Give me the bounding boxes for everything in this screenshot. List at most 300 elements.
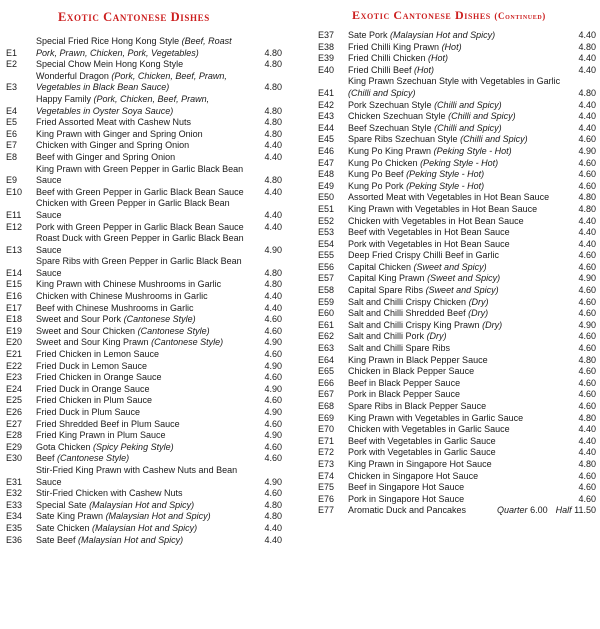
item-note: (Cantonese Style) xyxy=(137,325,210,336)
menu-item xyxy=(318,447,596,459)
item-price: 4.80 xyxy=(264,175,282,186)
item-code: E38 xyxy=(318,41,335,52)
item-name: Chicken with Green Pepper in Garlic Black Bean Sauce xyxy=(36,198,230,220)
menu-item xyxy=(318,424,596,436)
item-description xyxy=(36,187,252,199)
item-name: Stir-Fried King Prawn with Cashew Nuts and Bean Sauce xyxy=(36,464,238,487)
menu-item xyxy=(318,343,596,355)
item-note: (Pork, Chicken, Beef, Prawn, Vegetables in Black Bean Sauce) xyxy=(36,70,227,93)
item-code: E58 xyxy=(318,285,335,296)
item-note: (Sweet and Spicy) xyxy=(427,273,501,284)
item-price: 4.40 xyxy=(578,122,596,133)
item-code: E72 xyxy=(318,447,335,458)
menu-item xyxy=(318,459,596,471)
item-note: (Pork, Chicken, Beef, Prawn, Vegetables in Oyster Soya Sauce) xyxy=(36,93,210,116)
item-code: E76 xyxy=(318,493,335,504)
item-price: 4.60 xyxy=(578,331,596,342)
item-description xyxy=(36,349,252,361)
item-code: E13 xyxy=(6,244,23,255)
item-price: 4.40 xyxy=(578,53,596,64)
item-name: Pork with Green Pepper in Garlic Black Bean Sauce xyxy=(36,221,244,232)
item-name: Fried Duck in Plum Sauce xyxy=(36,407,141,417)
item-description xyxy=(348,111,566,123)
item-code: E63 xyxy=(318,343,335,354)
item-name: Capital Spare Ribs xyxy=(348,285,424,296)
item-description xyxy=(348,401,566,413)
item-name: Gota Chicken xyxy=(36,441,91,452)
item-code: E17 xyxy=(6,302,23,313)
menu-item xyxy=(318,401,596,413)
item-code: E65 xyxy=(318,366,335,377)
item-price: 4.80 xyxy=(578,412,596,423)
item-code: E4 xyxy=(6,105,18,116)
item-price: 4.40 xyxy=(264,209,282,220)
item-description xyxy=(36,198,252,221)
item-description xyxy=(348,378,566,390)
item-note: (Peking Style - Hot) xyxy=(406,180,485,191)
menu-item xyxy=(6,326,282,338)
item-code: E32 xyxy=(6,488,23,499)
item-price: 4.60 xyxy=(578,296,596,307)
item-name: Sate Chicken xyxy=(36,522,90,533)
menu-item xyxy=(6,36,282,59)
item-price: 4.60 xyxy=(578,482,596,493)
menu-item xyxy=(318,366,596,378)
item-name: Beef xyxy=(36,453,55,464)
item-code: E16 xyxy=(6,291,23,302)
item-price: 4.80 xyxy=(264,279,282,290)
menu-item xyxy=(6,198,282,221)
menu-item xyxy=(6,59,282,71)
item-code: E48 xyxy=(318,169,335,180)
menu-item xyxy=(318,134,596,146)
item-note: (Peking Style - Hot) xyxy=(406,169,485,180)
item-price: 4.80 xyxy=(264,105,282,116)
menu-item xyxy=(318,482,596,494)
item-note: (Dry) xyxy=(482,319,503,330)
item-description xyxy=(348,181,566,193)
item-code: E49 xyxy=(318,180,335,191)
item-description xyxy=(36,140,252,152)
item-name: Chicken in Singapore Hot Sauce xyxy=(348,470,479,481)
item-description xyxy=(348,100,566,112)
menu-item xyxy=(318,216,596,228)
item-name: Pork with Vegetables in Garlic Sauce xyxy=(348,447,496,458)
section-heading: Exotic Cantonese Dishes xyxy=(58,10,210,24)
price-value: 11.50 xyxy=(574,505,596,516)
item-description xyxy=(36,59,252,71)
item-name: Kung Po Beef xyxy=(348,169,404,180)
item-price: 4.90 xyxy=(264,337,282,348)
item-price: 4.40 xyxy=(264,534,282,545)
item-price: 4.80 xyxy=(264,267,282,278)
menu-item xyxy=(318,285,596,297)
menu-item xyxy=(318,192,596,204)
item-price: 4.60 xyxy=(578,134,596,145)
menu-item xyxy=(6,337,282,349)
menu-item xyxy=(6,384,282,396)
item-description xyxy=(348,250,566,262)
item-price: 4.80 xyxy=(264,511,282,522)
item-price: 4.40 xyxy=(578,64,596,75)
item-name: Capital Chicken xyxy=(348,261,412,272)
item-name: Aromatic Duck and Pancakes xyxy=(348,505,467,516)
menu-item xyxy=(6,117,282,129)
menu-item xyxy=(6,140,282,152)
item-price: 4.80 xyxy=(264,47,282,58)
item-description xyxy=(348,494,566,506)
item-description xyxy=(36,291,252,303)
item-code: E21 xyxy=(6,349,23,360)
item-description xyxy=(36,303,252,315)
item-price: 4.80 xyxy=(578,203,596,214)
menu-list-left xyxy=(6,36,282,546)
item-price: 4.60 xyxy=(264,349,282,360)
item-name: Fried Chilli Beef xyxy=(348,64,412,75)
item-price: 4.90 xyxy=(264,383,282,394)
item-description xyxy=(348,123,566,135)
item-price: 4.60 xyxy=(264,325,282,336)
menu-item xyxy=(318,413,596,425)
item-description xyxy=(348,227,566,239)
item-note: (Spicy Peking Style) xyxy=(93,441,174,452)
menu-item xyxy=(6,442,282,454)
item-description xyxy=(36,500,252,512)
item-description xyxy=(36,523,252,535)
item-description xyxy=(348,471,566,483)
item-note: (Chilli and Spicy) xyxy=(348,87,416,98)
item-description xyxy=(36,314,252,326)
item-description xyxy=(348,42,566,54)
item-price: 4.40 xyxy=(578,30,596,40)
item-price: 4.40 xyxy=(264,140,282,151)
menu-item xyxy=(318,297,596,309)
item-description xyxy=(36,511,252,523)
item-price: 4.60 xyxy=(578,261,596,272)
item-name: Fried Assorted Meat with Cashew Nuts xyxy=(36,117,192,128)
item-description xyxy=(36,326,252,338)
item-code: E11 xyxy=(6,209,22,220)
item-note: (Malaysian Hot and Spicy) xyxy=(78,534,184,545)
menu-item xyxy=(6,222,282,234)
item-price: 4.80 xyxy=(578,458,596,469)
item-description xyxy=(348,76,566,99)
item-name: Salt and Chilli Pork xyxy=(348,331,425,342)
item-note: (Chilli and Spicy) xyxy=(434,99,502,110)
item-name: King Prawn Szechuan Style with Vegetables in Garlic xyxy=(348,76,561,87)
menu-item xyxy=(6,303,282,315)
item-note: (Malaysian Hot and Spicy) xyxy=(92,522,198,533)
item-code: E62 xyxy=(318,331,335,342)
section-heading-suffix: (Continued) xyxy=(494,11,546,21)
item-note: (Dry) xyxy=(468,296,489,307)
item-code: E45 xyxy=(318,134,335,145)
item-name: Fried Chicken in Lemon Sauce xyxy=(36,349,160,360)
menu-list-right xyxy=(318,30,596,517)
menu-item xyxy=(318,378,596,390)
item-code: E28 xyxy=(6,430,23,441)
item-code: E50 xyxy=(318,192,335,203)
menu-item xyxy=(318,53,596,65)
item-code: E20 xyxy=(6,337,23,348)
item-price: 4.40 xyxy=(264,186,282,197)
item-price: 4.90 xyxy=(578,273,596,284)
item-price: 4.60 xyxy=(264,453,282,464)
item-price: 4.60 xyxy=(264,395,282,406)
menu-item xyxy=(318,123,596,135)
item-price: 4.40 xyxy=(264,151,282,162)
item-price: 4.40 xyxy=(264,302,282,313)
item-description xyxy=(348,262,566,274)
item-description xyxy=(36,407,252,419)
section-heading-text: Exotic Cantonese Dishes xyxy=(352,8,491,22)
item-code: E3 xyxy=(6,82,18,93)
item-description xyxy=(348,482,566,494)
item-name: Beef with Chinese Mushrooms in Garlic xyxy=(36,302,194,313)
item-code: E69 xyxy=(318,412,335,423)
item-description xyxy=(348,134,566,146)
menu-item xyxy=(6,465,282,488)
menu-item xyxy=(6,187,282,199)
item-price: 4.40 xyxy=(264,522,282,533)
item-note: (Hot) xyxy=(414,64,435,75)
menu-item xyxy=(6,233,282,256)
menu-item xyxy=(6,453,282,465)
menu-item xyxy=(6,535,282,547)
item-code: E15 xyxy=(6,279,23,290)
item-name: King Prawn in Black Pepper Sauce xyxy=(348,354,488,365)
item-name: Special Chow Mein Hong Kong Style xyxy=(36,59,184,70)
item-price: 4.60 xyxy=(264,418,282,429)
item-name: Beef in Black Pepper Sauce xyxy=(348,377,461,388)
item-code: E26 xyxy=(6,407,23,417)
item-description xyxy=(348,239,566,251)
item-code: E5 xyxy=(6,117,18,128)
item-name: Chicken Szechuan Style xyxy=(348,111,446,122)
menu-item xyxy=(318,30,596,42)
item-price: 4.80 xyxy=(578,192,596,203)
item-price: 4.80 xyxy=(578,41,596,52)
item-code: E74 xyxy=(318,470,335,481)
item-note: (Malaysian Hot and Spicy) xyxy=(89,499,195,510)
item-note: (Cantonese Style) xyxy=(151,337,224,348)
menu-item xyxy=(6,129,282,141)
item-description xyxy=(36,279,252,291)
item-description xyxy=(348,389,566,401)
menu-item xyxy=(6,488,282,500)
menu-item xyxy=(318,389,596,401)
item-code: E18 xyxy=(6,314,23,325)
item-code: E75 xyxy=(318,482,335,493)
item-price: 4.40 xyxy=(578,447,596,458)
menu-item xyxy=(318,181,596,193)
item-code: E33 xyxy=(6,499,23,510)
menu-item xyxy=(6,407,282,419)
item-name: Salt and Chilli Shredded Beef xyxy=(348,308,466,319)
menu-item xyxy=(318,158,596,170)
item-name: Fried Chicken in Orange Sauce xyxy=(36,372,162,383)
item-prices xyxy=(497,505,596,517)
menu-item xyxy=(318,262,596,274)
item-note: (Dry) xyxy=(468,308,489,319)
item-code: E12 xyxy=(6,221,23,232)
item-name: Fried Duck in Orange Sauce xyxy=(36,383,150,394)
item-description xyxy=(348,216,566,228)
item-description xyxy=(348,320,566,332)
item-price: 4.60 xyxy=(578,389,596,400)
item-description xyxy=(36,256,252,279)
item-description xyxy=(36,453,252,465)
item-note: (Chilli and Spicy) xyxy=(448,111,516,122)
item-price: 4.60 xyxy=(578,366,596,377)
item-name: Assorted Meat with Vegetables in Hot Bean Sauce xyxy=(348,192,550,203)
item-code: E44 xyxy=(318,122,335,133)
item-code: E24 xyxy=(6,383,23,394)
item-description xyxy=(348,366,566,378)
item-name: Spare Ribs Szechuan Style xyxy=(348,134,458,145)
item-code: E51 xyxy=(318,203,335,214)
item-code: E77 xyxy=(318,505,335,516)
item-code: E1 xyxy=(6,47,18,58)
menu-item xyxy=(318,320,596,332)
item-description xyxy=(348,413,566,425)
item-code: E37 xyxy=(318,30,335,40)
item-code: E73 xyxy=(318,458,335,469)
menu-item xyxy=(318,111,596,123)
item-name: Wonderful Dragon xyxy=(36,70,109,81)
menu-item xyxy=(6,94,282,117)
menu-item xyxy=(6,419,282,431)
item-price: 4.60 xyxy=(578,169,596,180)
item-description xyxy=(348,343,566,355)
item-price: 4.60 xyxy=(578,470,596,481)
item-code: E10 xyxy=(6,186,23,197)
item-name: Salt and Chilli Crispy Chicken xyxy=(348,296,467,307)
item-name: Roast Duck with Green Pepper in Garlic Black Bean Sauce xyxy=(36,233,244,255)
item-name: Sweet and Sour King Prawn xyxy=(36,337,149,348)
item-description xyxy=(36,71,252,94)
item-price: 4.40 xyxy=(578,435,596,446)
item-price: 4.80 xyxy=(264,117,282,128)
item-price: 4.90 xyxy=(264,244,282,255)
item-name: Beef with Vegetables in Garlic Sauce xyxy=(348,435,496,446)
item-name: Salt and Chilli Spare Ribs xyxy=(348,343,451,354)
item-description xyxy=(348,447,566,459)
menu-item xyxy=(6,256,282,279)
item-price: 4.60 xyxy=(264,372,282,383)
menu-item xyxy=(318,436,596,448)
item-code: E52 xyxy=(318,215,335,226)
item-name: Fried Duck in Lemon Sauce xyxy=(36,360,148,371)
item-code: E61 xyxy=(318,319,335,330)
item-code: E8 xyxy=(6,151,18,162)
item-name: Sate Pork xyxy=(348,30,388,40)
item-name: Happy Family xyxy=(36,93,92,104)
item-note: (Beef, Roast Pork, Prawn, Chicken, Pork, Vegetables) xyxy=(36,36,232,58)
item-description xyxy=(36,465,252,488)
item-code: E6 xyxy=(6,128,18,139)
item-note: (Cantonese Style) xyxy=(57,453,130,464)
menu-item xyxy=(6,523,282,535)
item-price: 4.60 xyxy=(578,180,596,191)
item-name: Fried Chilli King Prawn xyxy=(348,41,440,52)
item-code: E25 xyxy=(6,395,23,406)
item-name: Chicken with Ginger and Spring Onion xyxy=(36,140,190,151)
item-description xyxy=(36,384,252,396)
item-description xyxy=(348,297,566,309)
item-name: Pork with Vegetables in Hot Bean Sauce xyxy=(348,238,510,249)
item-name: Beef with Ginger and Spring Onion xyxy=(36,151,176,162)
menu-item xyxy=(6,361,282,373)
item-price: 4.80 xyxy=(264,59,282,70)
item-price: 4.40 xyxy=(578,215,596,226)
item-description xyxy=(348,169,566,181)
menu-item xyxy=(318,494,596,506)
item-code: E42 xyxy=(318,99,335,110)
item-description xyxy=(348,192,566,204)
item-note: (Hot) xyxy=(428,53,449,64)
item-code: E9 xyxy=(6,175,18,186)
item-code: E59 xyxy=(318,296,335,307)
item-code: E30 xyxy=(6,453,23,464)
item-price: 4.40 xyxy=(264,291,282,302)
item-description xyxy=(36,395,252,407)
menu-item xyxy=(318,355,596,367)
item-name: Beef with Green Pepper in Garlic Black Bean Sauce xyxy=(36,186,244,197)
item-name: Chicken with Vegetables in Hot Bean Sauce xyxy=(348,215,524,226)
item-name: Beef with Vegetables in Hot Bean Sauce xyxy=(348,227,510,238)
item-description xyxy=(36,117,252,129)
item-description xyxy=(36,222,252,234)
item-price: 4.90 xyxy=(264,476,282,487)
item-price: 4.60 xyxy=(578,377,596,388)
item-name: Pork in Black Pepper Sauce xyxy=(348,389,461,400)
item-description xyxy=(36,94,252,117)
item-code: E71 xyxy=(318,435,335,446)
item-price: 4.80 xyxy=(578,87,596,98)
item-name: Kung Po King Prawn xyxy=(348,145,432,156)
item-name: Spare Ribs with Green Pepper in Garlic Black Bean Sauce xyxy=(36,256,242,278)
item-note: (Malaysian Hot and Spicy) xyxy=(390,30,496,40)
item-name: King Prawn with Green Pepper in Garlic Black Bean Sauce xyxy=(36,163,244,186)
item-name: Sate Beef xyxy=(36,534,76,545)
item-name: Beef in Singapore Hot Sauce xyxy=(348,482,465,493)
item-description xyxy=(36,152,252,164)
menu-item xyxy=(318,76,596,99)
item-name: Sate King Prawn xyxy=(36,511,104,522)
item-code: E34 xyxy=(6,511,23,522)
menu-item xyxy=(318,239,596,251)
menu-item xyxy=(6,291,282,303)
item-name: Fried Chilli Chicken xyxy=(348,53,426,64)
item-note: (Chilli and Spicy) xyxy=(460,134,528,145)
item-name: Special Fried Rice Hong Kong Style xyxy=(36,36,180,46)
item-code: E43 xyxy=(318,111,335,122)
item-code: E60 xyxy=(318,308,335,319)
item-price: 4.90 xyxy=(578,319,596,330)
item-name: Fried Shredded Beef in Plum Sauce xyxy=(36,418,180,429)
item-name: Special Sate xyxy=(36,499,87,510)
menu-item xyxy=(6,71,282,94)
item-description xyxy=(348,505,497,517)
item-code: E22 xyxy=(6,360,23,371)
item-name: Sweet and Sour Chicken xyxy=(36,325,136,336)
price-label: Quarter xyxy=(497,505,528,516)
item-description xyxy=(348,53,566,65)
item-price: 4.60 xyxy=(578,493,596,504)
item-note: (Peking Style - Hot) xyxy=(433,145,512,156)
item-price: 4.40 xyxy=(578,111,596,122)
